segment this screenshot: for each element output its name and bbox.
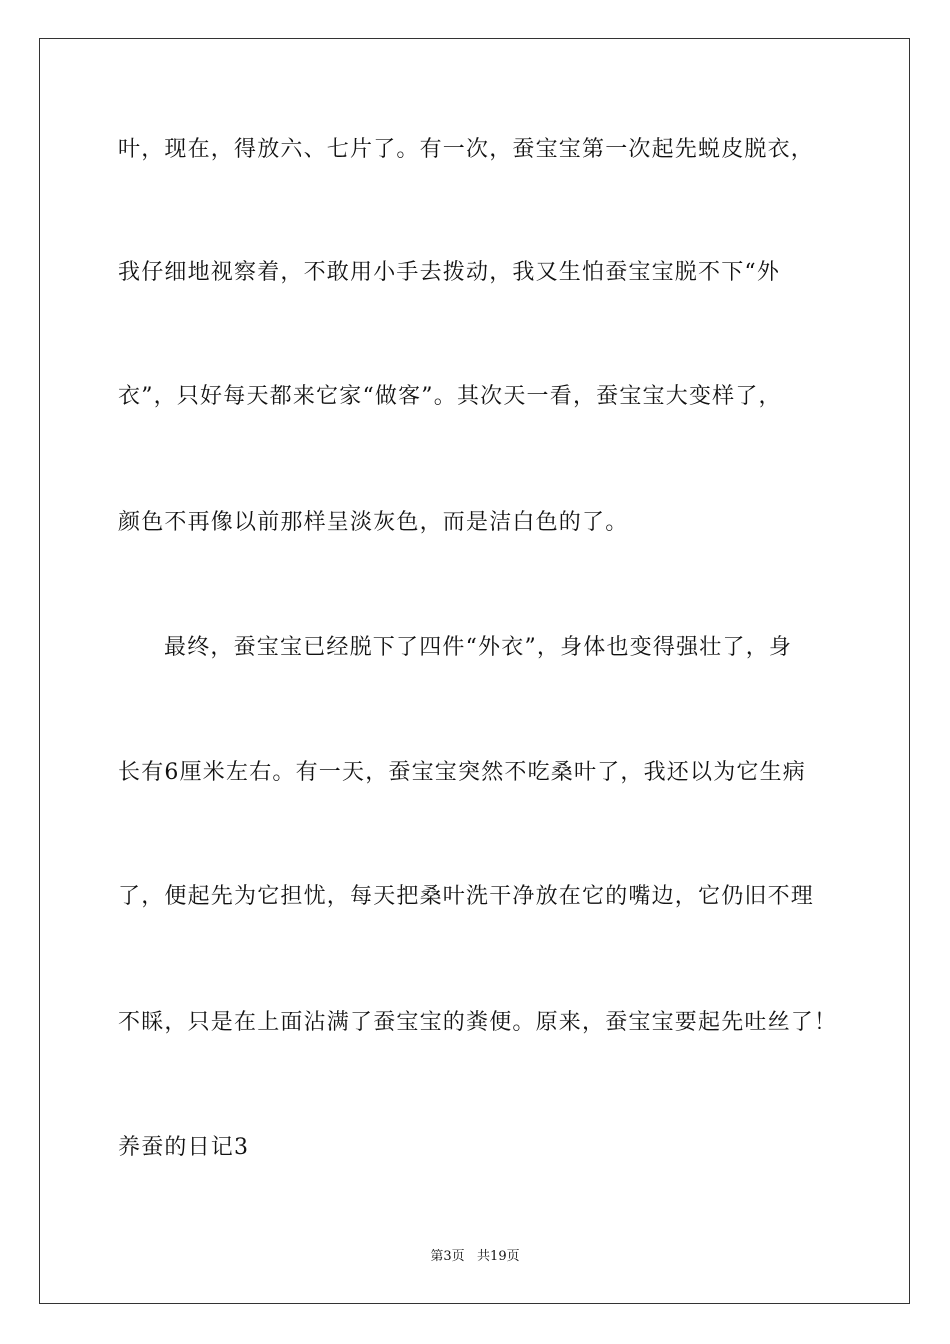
- section-heading: 养蚕的日记3: [118, 1135, 250, 1160]
- text-line-5: 最终，蚕宝宝已经脱下了四件“外衣”，身体也变得强壮了，身: [164, 635, 793, 660]
- text-line-7: 了，便起先为它担忧，每天把桑叶洗干净放在它的嘴边，它仍旧不理: [118, 884, 815, 909]
- text-line-2: 我仔细地视察着，不敢用小手去拨动，我又生怕蚕宝宝脱不下“外: [118, 260, 781, 285]
- text-line-6: 长有6厘米左右。有一天，蚕宝宝突然不吃桑叶了，我还以为它生病: [118, 760, 806, 785]
- text-line-3: 衣”，只好每天都来它家“做客”。其次天一看，蚕宝宝大变样了，: [118, 384, 782, 409]
- page-frame: [39, 38, 910, 1304]
- page-number-footer: 第3页 共19页: [430, 1249, 520, 1264]
- text-line-1: 叶，现在，得放六、七片了。有一次，蚕宝宝第一次起先蜕皮脱衣，: [118, 137, 815, 162]
- text-line-8: 不睬，只是在上面沾满了蚕宝宝的粪便。原来，蚕宝宝要起先吐丝了！: [118, 1010, 838, 1035]
- text-line-4: 颜色不再像以前那样呈淡灰色，而是洁白色的了。: [118, 510, 629, 535]
